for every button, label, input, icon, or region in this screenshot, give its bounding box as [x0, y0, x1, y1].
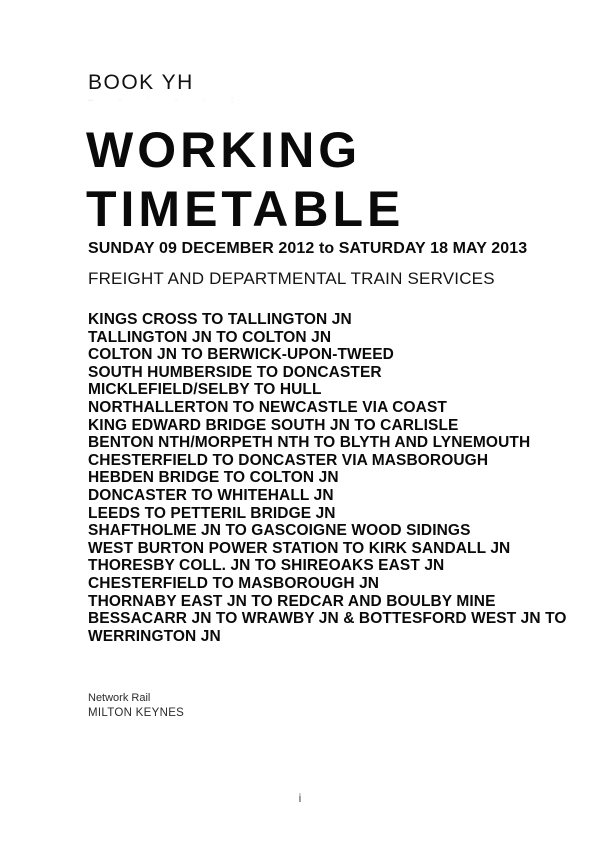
route-item: SHAFTHOLME JN TO GASCOIGNE WOOD SIDINGS — [88, 522, 471, 540]
route-list — [88, 311, 588, 645]
publisher-block — [88, 691, 184, 721]
book-code: BOOK YH — [88, 71, 194, 94]
route-item: WEST BURTON POWER STATION TO KIRK SANDALL JN — [88, 539, 511, 557]
faded-illegible-line: ‒ · ˙ · · : — [88, 95, 237, 106]
route-item: BENTON NTH/MORPETH NTH TO BLYTH AND LYNEMOUTH — [88, 434, 531, 452]
route-item: MICKLEFIELD/SELBY TO HULL — [88, 381, 322, 399]
validity-date-range: SUNDAY 09 DECEMBER 2012 to SATURDAY 18 MAY 2013 — [88, 240, 528, 257]
route-item: THORESBY COLL. JN TO SHIREOAKS EAST JN — [88, 557, 445, 575]
route-item: COLTON JN TO BERWICK-UPON-TWEED — [88, 346, 394, 364]
route-item: TALLINGTON JN TO COLTON JN — [88, 328, 332, 346]
route-item: SOUTH HUMBERSIDE TO DONCASTER — [88, 363, 382, 381]
route-item: DONCASTER TO WHITEHALL JN — [88, 486, 334, 504]
page-number: i — [298, 791, 302, 805]
route-item: HEBDEN BRIDGE TO COLTON JN — [88, 469, 339, 487]
route-item: CHESTERFIELD TO DONCASTER VIA MASBOROUGH — [88, 451, 489, 469]
page-title: WORKING TIMETABLE — [86, 122, 405, 237]
route-item: BESSACARR JN TO WRAWBY JN & BOTTESFORD WEST JN TO WERRINGTON JN — [88, 610, 567, 645]
route-item: KING EDWARD BRIDGE SOUTH JN TO CARLISLE — [88, 416, 459, 434]
service-type-subtitle: FREIGHT AND DEPARTMENTAL TRAIN SERVICES — [88, 269, 495, 288]
route-item: LEEDS TO PETTERIL BRIDGE JN — [88, 504, 336, 522]
route-item: KINGS CROSS TO TALLINGTON JN — [88, 311, 352, 328]
route-item: THORNABY EAST JN TO REDCAR AND BOULBY MINE — [88, 592, 496, 610]
publisher-location: MILTON KEYNES — [88, 707, 185, 719]
route-item: NORTHALLERTON TO NEWCASTLE VIA COAST — [88, 398, 447, 416]
route-item: CHESTERFIELD TO MASBOROUGH JN — [88, 574, 380, 592]
publisher-name: Network Rail — [88, 692, 151, 704]
